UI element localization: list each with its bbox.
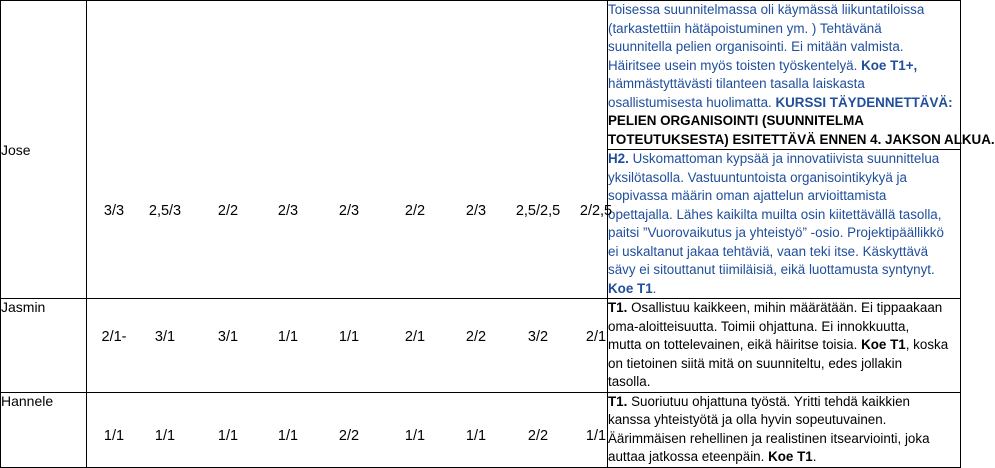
- comment-line: [608, 1, 960, 20]
- score-value: 2/2: [338, 427, 360, 444]
- comment-line: [608, 280, 960, 299]
- comment-text: KURSSI TÄYDENNETTÄVÄ:: [775, 94, 953, 110]
- comment-line: [608, 430, 960, 449]
- comment-line: [608, 112, 960, 131]
- comment-line: [608, 206, 960, 225]
- score-value: 2/2: [527, 427, 549, 444]
- score-cell: [87, 1, 613, 299]
- comment-text: T1.: [608, 300, 632, 315]
- comment-line: [608, 373, 960, 392]
- comment-line: [608, 20, 960, 39]
- comment-text: Suoriutuu ohjattuna työstä. Yritti tehdä kaikkien: [631, 393, 910, 409]
- comment-text: oma-aloitteisuutta. Toimii ohjattuna. Ei innokkuutta,: [608, 318, 910, 334]
- comment-text: Koe T1: [861, 337, 906, 352]
- comment-line: [608, 261, 960, 280]
- comment-text: Koe T1: [608, 280, 653, 296]
- comment-cell: [608, 1, 995, 150]
- comment-cell: [608, 392, 961, 467]
- score-value: 2/2,5: [579, 203, 613, 219]
- table-row: [1, 1, 961, 150]
- comment-text: Koe T1+,: [861, 57, 918, 73]
- score-value: 1/1: [338, 329, 360, 345]
- score-value: 2/1-: [101, 329, 127, 345]
- comment-text: yksilötasolla. Vastuuntuntoista organisointikykyä ja: [608, 169, 907, 185]
- comment-text: sävy ei sitouttanut tiimiläisiä, eikä luottamusta syntynyt.: [608, 262, 935, 277]
- comment-text: on tietoinen siitä mitä on suunniteltu, edes jollakin: [608, 355, 903, 371]
- comment-text: (tarkastettiin hätäpoistuminen ym. ) Tehtävänä: [608, 20, 882, 36]
- student-name-cell: [1, 392, 87, 467]
- table-row: [1, 392, 961, 467]
- comment-line: [608, 75, 960, 94]
- comment-text: ei uskaltanut jakaa tehtäviä, vaan teki itse. Käskyttävä: [608, 243, 929, 259]
- score-value: 3/3: [103, 203, 125, 219]
- comment-line: [608, 94, 960, 113]
- score-value: 3/1: [217, 329, 239, 345]
- comment-text: Toisessa suunnitelmassa oli käymässä liikuntatiloissa: [608, 2, 925, 17]
- comment-text: tasolla.: [608, 374, 651, 389]
- score-value: 2/2: [465, 329, 487, 345]
- comment-text: Uskomattoman kypsää ja innovatiivista suunnittelua: [632, 151, 940, 166]
- score-value: 1/1: [277, 329, 299, 345]
- comment-text: hämmästyttävästi tilanteen tasalla laiskasta: [608, 76, 865, 91]
- score-value: 2/1: [585, 329, 607, 345]
- comment-cell: [608, 299, 961, 393]
- comment-line: [608, 336, 960, 355]
- comment-line: [608, 150, 960, 169]
- score-value: 2/3: [277, 203, 299, 219]
- score-value: 1/1: [154, 427, 176, 444]
- comment-line: [608, 393, 960, 412]
- comment-line: [608, 169, 960, 188]
- score-value: 2/1: [404, 329, 426, 345]
- score-value: 2/3: [338, 203, 360, 219]
- comment-line: [608, 243, 960, 262]
- score-value: 1/1: [277, 427, 299, 444]
- comment-line: [608, 448, 960, 467]
- comment-text: .: [652, 280, 657, 296]
- student-name-cell: [1, 1, 87, 299]
- comment-line: [608, 38, 960, 57]
- comment-text: paitsi ”Vuorovaikutus ja yhteistyö” -osio. Projektipäällikkö: [608, 225, 944, 240]
- comment-text: Koe T1: [768, 449, 813, 464]
- student-name: Jose: [1, 142, 31, 158]
- score-value: 2/2: [404, 203, 426, 219]
- comment-cell: [608, 150, 961, 299]
- score-value: 2,5/2,5: [515, 203, 561, 219]
- comment-line: [608, 187, 960, 206]
- comment-text: sopivassa määrin oman ajattelun arvioittamista: [608, 188, 887, 203]
- student-name: Hannele: [1, 392, 54, 409]
- comment-line: [608, 318, 960, 337]
- score-value: 2/2: [217, 203, 239, 219]
- score-value: 1/1: [465, 427, 487, 444]
- score-cell: [87, 392, 608, 467]
- comment-line: [608, 299, 960, 318]
- comment-text: suunnitella pelien organisointi. Ei mitään valmista.: [608, 39, 904, 54]
- score-value: 1/1: [217, 427, 239, 444]
- comment-text: T1.: [608, 393, 632, 409]
- comment-text: TOTEUTUKSESTA) ESITETTÄVÄ ENNEN 4. JAKSON ALKUA.: [608, 131, 995, 147]
- student-name-cell: [1, 299, 87, 393]
- score-value: 1/1: [103, 427, 125, 444]
- score-cell: [87, 299, 608, 393]
- comment-line: [608, 355, 960, 374]
- score-value: 2/3: [465, 203, 487, 219]
- score-value: 1/1: [585, 427, 607, 444]
- comment-text: kanssa yhteistyötä ja olla hyvin sopeutuvainen.: [608, 412, 887, 427]
- comment-line: [608, 57, 960, 76]
- comment-text: Osallistuu kaikkeen, mihin määrätään. Ei tippaakaan: [631, 300, 943, 315]
- comment-text: Äärimmäisen rehellinen ja realistinen itsearviointi, joka: [608, 430, 930, 446]
- comment-text: opettajalla. Lähes kaikilta muilta osin kiitettävällä tasolla,: [608, 206, 942, 222]
- score-value: 2,5/3: [148, 203, 182, 219]
- comment-text: Häiritsee usein myös toisten työskentelyä.: [608, 57, 862, 73]
- comment-text: .: [812, 449, 817, 464]
- comment-text: , koska: [905, 337, 949, 352]
- score-value: 3/1: [154, 329, 176, 345]
- comment-line: [608, 131, 995, 150]
- score-value: 1/1: [404, 427, 426, 444]
- comment-text: osallistumisesta huolimatta.: [608, 94, 776, 110]
- score-value: 3/2: [527, 329, 549, 345]
- comment-line: [608, 411, 960, 430]
- student-name: Jasmin: [1, 299, 46, 315]
- comment-text: H2.: [608, 151, 633, 166]
- comment-text: PELIEN ORGANISOINTI (SUUNNITELMA: [608, 113, 864, 128]
- comment-text: auttaa jatkossa eteenpäin.: [608, 449, 769, 464]
- comment-text: mutta on tottelevainen, eikä häiritse toisia.: [608, 337, 862, 352]
- comment-line: [608, 224, 960, 243]
- table-row: [1, 299, 961, 393]
